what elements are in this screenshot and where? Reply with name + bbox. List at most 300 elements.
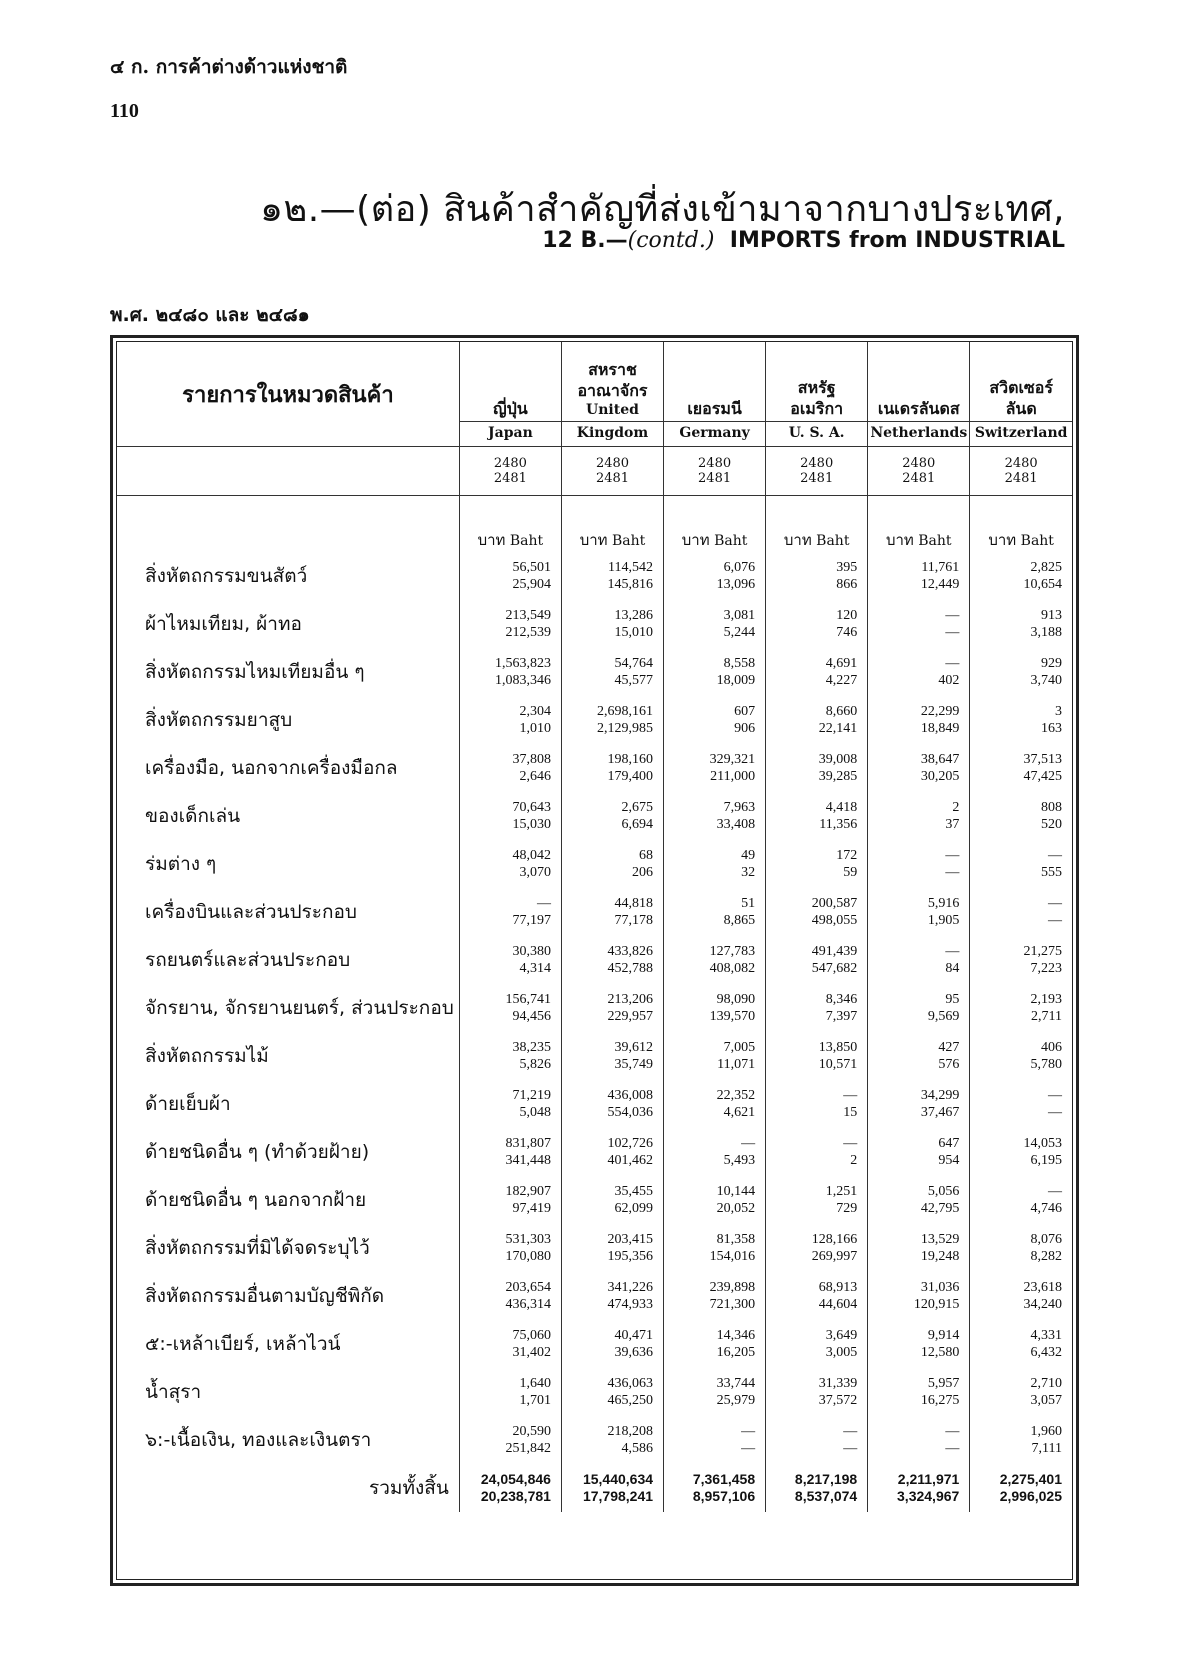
value-2481: 729	[836, 1201, 858, 1216]
value-2480: 95	[945, 992, 960, 1007]
value-2481: 2,996,025	[999, 1488, 1062, 1504]
running-head: ๔ ก. การค้าต่างด้าวแห่งชาติ	[110, 56, 348, 78]
category-label: สิ่งหัตถกรรมไหมเทียมอื่น ๆ	[117, 648, 459, 696]
col-header-switzerland	[970, 342, 1072, 447]
value-2481: 4,227	[825, 673, 858, 688]
value-2481: 1,905	[927, 913, 960, 928]
value-cell	[459, 552, 561, 600]
year-cell	[459, 447, 561, 496]
value-2480: 81,358	[716, 1232, 756, 1247]
value-2480: 5,957	[927, 1376, 960, 1391]
value-2481: 163	[1041, 721, 1062, 736]
value-2481: 20,052	[716, 1201, 756, 1216]
value-cell	[664, 792, 766, 840]
value-2480: —	[945, 848, 960, 863]
value-2480: 22,352	[716, 1088, 756, 1103]
value-2481: —	[945, 625, 960, 640]
value-2481: 3,740	[1030, 673, 1062, 688]
value-2480: 98,090	[716, 992, 756, 1007]
value-2481: 547,682	[811, 961, 858, 976]
value-cell	[664, 888, 766, 936]
value-2481: 32	[741, 865, 756, 880]
value-cell	[766, 648, 868, 696]
value-2480: —	[945, 1424, 960, 1439]
value-cell	[459, 936, 561, 984]
col-header-germany	[664, 342, 766, 447]
value-2481: 269,997	[811, 1249, 858, 1264]
value-2481: 77,197	[512, 913, 551, 928]
value-cell	[868, 552, 970, 600]
value-cell	[970, 1320, 1072, 1368]
table-body	[117, 552, 1072, 1512]
value-2480: —	[741, 1424, 756, 1439]
value-cell	[561, 600, 663, 648]
value-2480: 22,299	[920, 704, 960, 719]
value-2480: 2,825	[1030, 560, 1062, 575]
year-1: 2480	[1004, 456, 1038, 471]
value-2481: 5,244	[723, 625, 756, 640]
value-2480: 203,415	[607, 1232, 654, 1247]
value-2481: 15,010	[614, 625, 654, 640]
value-cell	[766, 792, 868, 840]
value-2481: 7,111	[1031, 1441, 1062, 1456]
value-2480: 172	[836, 848, 858, 863]
value-2481: 10,571	[818, 1057, 858, 1072]
year-2: 2481	[493, 471, 527, 486]
value-cell	[561, 1224, 663, 1272]
value-2481: 7,397	[825, 1009, 858, 1024]
value-2480: 33,744	[716, 1376, 756, 1391]
value-cell	[868, 1080, 970, 1128]
value-2480: 7,361,458	[692, 1471, 756, 1487]
value-cell	[868, 888, 970, 936]
table-row	[117, 888, 1072, 936]
category-label: ด้ายเย็บผ้า	[117, 1080, 459, 1128]
value-2481: 1,083,346	[494, 673, 551, 688]
value-2481: 145,816	[607, 577, 654, 592]
value-2480: —	[843, 1424, 858, 1439]
col-header-th: สหรัฐ	[797, 378, 836, 397]
value-cell	[766, 600, 868, 648]
table-row	[117, 1224, 1072, 1272]
table-frame	[110, 335, 1079, 1586]
value-2481: 11,356	[819, 817, 858, 832]
value-cell	[459, 1128, 561, 1176]
value-cell	[459, 1272, 561, 1320]
value-2481: —	[843, 1441, 858, 1456]
value-2481: 211,000	[710, 769, 756, 784]
category-label: สิ่งหัตถกรรมไม้	[117, 1032, 459, 1080]
value-cell	[561, 1464, 663, 1512]
value-2481: 120,915	[913, 1297, 960, 1312]
value-2480: 39,008	[818, 752, 858, 767]
value-2481: 8,537,074	[794, 1488, 858, 1504]
value-cell	[970, 936, 1072, 984]
unit-en: Baht	[509, 533, 544, 549]
value-2481: 59	[843, 865, 858, 880]
value-2480: 48,042	[512, 848, 551, 863]
value-2480: —	[843, 1088, 858, 1103]
col-header-en: U. S. A.	[766, 421, 867, 442]
value-2480: 38,647	[920, 752, 960, 767]
value-2480: 51	[741, 896, 756, 911]
value-cell	[459, 648, 561, 696]
value-2480: 436,008	[607, 1088, 654, 1103]
col-header-usa	[766, 342, 868, 447]
value-cell	[561, 1128, 663, 1176]
value-2481: 37,572	[818, 1393, 858, 1408]
value-2481: 31,402	[512, 1345, 551, 1360]
value-cell	[459, 792, 561, 840]
value-2480: 7,963	[723, 800, 756, 815]
value-cell	[868, 648, 970, 696]
value-2480: 37,808	[512, 752, 551, 767]
value-2480: 213,549	[505, 608, 551, 623]
category-label: ร่มต่าง ๆ	[117, 840, 459, 888]
value-cell	[459, 696, 561, 744]
value-cell	[766, 1176, 868, 1224]
value-cell	[868, 1464, 970, 1512]
unit-en: Baht	[816, 533, 850, 549]
value-2481: 11,071	[717, 1057, 756, 1072]
value-cell	[970, 744, 1072, 792]
value-2481: 8,957,106	[692, 1488, 756, 1504]
value-cell	[459, 1080, 561, 1128]
value-2481: 13,096	[716, 577, 756, 592]
value-2481: 452,788	[607, 961, 654, 976]
value-2481: 1,010	[519, 721, 551, 736]
value-2481: 341,448	[505, 1153, 551, 1168]
category-label: น้ำสุรา	[117, 1368, 459, 1416]
col-header-th: สวิตเซอร์	[989, 378, 1053, 397]
value-2481: 212,539	[505, 625, 551, 640]
value-2480: 40,471	[614, 1328, 654, 1343]
category-label: สิ่งหัตถกรรมที่มิได้จดระบุไว้	[117, 1224, 459, 1272]
value-cell	[459, 840, 561, 888]
value-cell	[664, 1320, 766, 1368]
value-cell	[561, 1272, 663, 1320]
category-label: ด้ายชนิดอื่น ๆ นอกจากฝ้าย	[117, 1176, 459, 1224]
value-cell	[561, 1416, 663, 1464]
value-2480: 1,960	[1030, 1424, 1062, 1439]
year-1: 2480	[595, 456, 630, 471]
title-thai: ๑๒.—(ต่อ) สินค้าสำคัญที่ส่งเข้ามาจากบางประเทศ,	[260, 189, 1065, 230]
table-row	[117, 936, 1072, 984]
unit-row-label	[117, 496, 459, 553]
value-2480: 2,211,971	[897, 1471, 960, 1487]
value-cell	[561, 840, 663, 888]
value-2480: 2,698,161	[597, 704, 654, 719]
value-2480: 8,346	[825, 992, 858, 1007]
value-cell	[664, 1416, 766, 1464]
value-2480: 127,783	[709, 944, 756, 959]
value-2480: 102,726	[607, 1136, 654, 1151]
col-header-en: Switzerland	[970, 421, 1072, 442]
value-cell	[664, 1128, 766, 1176]
value-cell	[561, 744, 663, 792]
value-2480: 395	[836, 560, 858, 575]
col-header-en: Japan	[460, 421, 561, 442]
value-cell	[766, 1128, 868, 1176]
table-row	[117, 1368, 1072, 1416]
value-2480: 5,056	[927, 1184, 960, 1199]
value-cell	[970, 1272, 1072, 1320]
value-cell	[766, 840, 868, 888]
value-2480: 203,654	[505, 1280, 551, 1295]
value-cell	[766, 1080, 868, 1128]
value-2481: 154,016	[709, 1249, 756, 1264]
value-2480: 2,193	[1030, 992, 1062, 1007]
value-cell	[766, 744, 868, 792]
value-2480: 70,643	[512, 800, 551, 815]
value-2480: —	[1048, 1184, 1062, 1199]
value-2480: 198,160	[607, 752, 654, 767]
value-2481: 25,904	[512, 577, 551, 592]
value-2481: 866	[836, 577, 858, 592]
value-2480: 14,053	[1023, 1136, 1062, 1151]
value-2480: 491,439	[811, 944, 858, 959]
value-2481: 436,314	[505, 1297, 551, 1312]
value-2481: 6,694	[621, 817, 654, 832]
value-2481: 2,646	[519, 769, 551, 784]
year-2: 2481	[902, 471, 936, 486]
value-cell	[664, 552, 766, 600]
value-cell	[868, 600, 970, 648]
value-2480: 13,850	[818, 1040, 858, 1055]
value-2480: 218,208	[607, 1424, 654, 1439]
value-2481: 12,580	[920, 1345, 960, 1360]
value-cell	[561, 792, 663, 840]
value-2481: 18,849	[920, 721, 960, 736]
value-2480: 239,898	[709, 1280, 756, 1295]
value-2480: 436,063	[607, 1376, 654, 1391]
value-2480: 11,761	[921, 560, 960, 575]
value-2481: 3,057	[1030, 1393, 1062, 1408]
value-2480: 808	[1041, 800, 1062, 815]
value-2480: 8,558	[723, 656, 756, 671]
value-cell	[766, 888, 868, 936]
value-cell	[561, 1080, 663, 1128]
value-cell	[970, 1224, 1072, 1272]
imports-table	[117, 342, 1072, 1512]
unit-cell	[561, 496, 663, 553]
value-2481: 9,569	[927, 1009, 960, 1024]
value-2480: 21,275	[1023, 944, 1062, 959]
category-label: ๕:-เหล้าเบียร์, เหล้าไวน์	[117, 1320, 459, 1368]
value-cell	[459, 1368, 561, 1416]
value-2480: 913	[1041, 608, 1062, 623]
value-2481: 30,205	[920, 769, 960, 784]
value-2480: 5,916	[927, 896, 960, 911]
value-cell	[664, 1464, 766, 1512]
col-header-th: ญี่ปุ่น	[493, 399, 528, 418]
year-cell	[766, 447, 868, 496]
value-cell	[970, 888, 1072, 936]
value-2480: 23,618	[1023, 1280, 1062, 1295]
value-2481: —	[741, 1441, 756, 1456]
value-2481: 4,621	[723, 1105, 756, 1120]
category-label: ของเด็กเล่น	[117, 792, 459, 840]
value-2481: 4,314	[519, 961, 551, 976]
value-2481: —	[945, 865, 960, 880]
value-cell	[664, 1080, 766, 1128]
value-cell	[459, 984, 561, 1032]
value-cell	[664, 984, 766, 1032]
year-2: 2481	[698, 471, 732, 486]
col-header-en: Netherlands	[868, 421, 969, 442]
value-2481: 4,746	[1030, 1201, 1062, 1216]
value-2481: 3,188	[1030, 625, 1062, 640]
value-2481: 170,080	[505, 1249, 551, 1264]
value-cell	[766, 1464, 868, 1512]
category-label: สิ่งหัตถกรรมอื่นตามบัญชีพิกัด	[117, 1272, 459, 1320]
value-2480: 128,166	[811, 1232, 858, 1247]
value-cell	[868, 984, 970, 1032]
col-header-japan	[459, 342, 561, 447]
value-2481: 34,240	[1023, 1297, 1062, 1312]
value-2481: 12,449	[920, 577, 960, 592]
col-header-en2: United	[586, 402, 639, 418]
unit-th: บาท	[477, 531, 506, 549]
value-2481: —	[1048, 913, 1062, 928]
value-cell	[970, 696, 1072, 744]
value-cell	[868, 1368, 970, 1416]
col-header-uk	[561, 342, 663, 447]
value-2481: 33,408	[716, 817, 756, 832]
value-2480: 2	[952, 800, 960, 815]
year-cell	[561, 447, 663, 496]
value-2480: 8,217,198	[794, 1471, 858, 1487]
table-row	[117, 792, 1072, 840]
value-cell	[664, 600, 766, 648]
unit-cell	[459, 496, 561, 553]
value-cell	[664, 1032, 766, 1080]
value-2481: 520	[1041, 817, 1062, 832]
year-1: 2480	[902, 456, 936, 471]
value-2481: 5,493	[723, 1153, 756, 1168]
year-1: 2480	[698, 456, 732, 471]
title-en-prefix: 12 B.—	[542, 228, 628, 253]
value-2481: 906	[734, 721, 756, 736]
value-2480: 406	[1041, 1040, 1062, 1055]
value-cell	[561, 888, 663, 936]
unit-th: บาท	[885, 531, 914, 549]
table-row	[117, 1176, 1072, 1224]
value-2480: 1,251	[825, 1184, 858, 1199]
value-2481: 7,223	[1030, 961, 1062, 976]
value-2480: 4,691	[825, 656, 858, 671]
value-2480: 34,299	[920, 1088, 960, 1103]
value-2481: 10,654	[1023, 577, 1062, 592]
table-row	[117, 1128, 1072, 1176]
value-2481: —	[945, 1441, 960, 1456]
title-english	[542, 228, 1065, 253]
value-cell	[664, 1176, 766, 1224]
value-cell	[970, 552, 1072, 600]
value-2481: 19,248	[920, 1249, 960, 1264]
value-2480: 2,710	[1030, 1376, 1062, 1391]
value-2480: 14,346	[716, 1328, 756, 1343]
value-cell	[868, 1032, 970, 1080]
col-header-th: สหราชอาณาจักร	[577, 360, 648, 400]
value-2481: 554,036	[607, 1105, 654, 1120]
value-2481: 179,400	[607, 769, 654, 784]
value-2481: 401,462	[607, 1153, 654, 1168]
category-label: สิ่งหัตถกรรมขนสัตว์	[117, 552, 459, 600]
value-2481: 3,070	[519, 865, 551, 880]
value-2481: 555	[1041, 865, 1062, 880]
value-2480: 31,036	[920, 1280, 960, 1295]
value-cell	[766, 1032, 868, 1080]
year-2: 2481	[1004, 471, 1038, 486]
title-en-contd: (contd.)	[627, 228, 715, 253]
col-header-en: Kingdom	[562, 421, 663, 442]
value-2481: 15	[843, 1105, 858, 1120]
col-header-th2: อเมริกา	[790, 399, 844, 418]
value-cell	[970, 1464, 1072, 1512]
value-2481: 17,798,241	[582, 1488, 654, 1504]
value-cell	[459, 1032, 561, 1080]
value-cell	[459, 600, 561, 648]
value-cell	[561, 936, 663, 984]
value-2480: 2,304	[519, 704, 551, 719]
value-2481: 77,178	[614, 913, 654, 928]
value-2480: —	[536, 896, 551, 911]
col-header-netherlands	[868, 342, 970, 447]
value-2480: 4,418	[825, 800, 858, 815]
table-row	[117, 840, 1072, 888]
value-cell	[868, 1416, 970, 1464]
value-2481: 5,048	[519, 1105, 551, 1120]
value-2480: —	[1048, 896, 1062, 911]
value-2481: 18,009	[716, 673, 756, 688]
value-2480: 20,590	[512, 1424, 551, 1439]
value-2480: 341,226	[607, 1280, 654, 1295]
value-cell	[868, 1176, 970, 1224]
value-cell	[868, 744, 970, 792]
value-2480: 329,321	[709, 752, 756, 767]
unit-th: บาท	[681, 531, 710, 549]
value-cell	[868, 1128, 970, 1176]
table-row	[117, 984, 1072, 1032]
value-cell	[970, 984, 1072, 1032]
value-2480: 4,331	[1030, 1328, 1062, 1343]
category-header: รายการในหมวดสินค้า	[117, 342, 459, 447]
value-cell	[868, 1224, 970, 1272]
value-cell	[561, 1032, 663, 1080]
value-2480: 213,206	[607, 992, 654, 1007]
value-cell	[868, 1272, 970, 1320]
table-row	[117, 1080, 1072, 1128]
table-row	[117, 1416, 1072, 1464]
unit-th: บาท	[783, 531, 812, 549]
category-label: ๖:-เนื้อเงิน, ทองและเงินตรา	[117, 1416, 459, 1464]
value-cell	[459, 1176, 561, 1224]
value-2480: 54,764	[614, 656, 654, 671]
value-cell	[766, 552, 868, 600]
value-2480: 647	[938, 1136, 960, 1151]
value-2481: 37,467	[920, 1105, 960, 1120]
unit-en: Baht	[611, 533, 646, 549]
value-2481: 195,356	[607, 1249, 654, 1264]
value-2481: 2	[850, 1153, 858, 1168]
value-cell	[766, 1416, 868, 1464]
value-2480: 68	[639, 848, 654, 863]
value-2481: 25,979	[716, 1393, 756, 1408]
value-2481: 94,456	[512, 1009, 551, 1024]
value-2480: 200,587	[811, 896, 858, 911]
value-2480: 1,640	[519, 1376, 551, 1391]
